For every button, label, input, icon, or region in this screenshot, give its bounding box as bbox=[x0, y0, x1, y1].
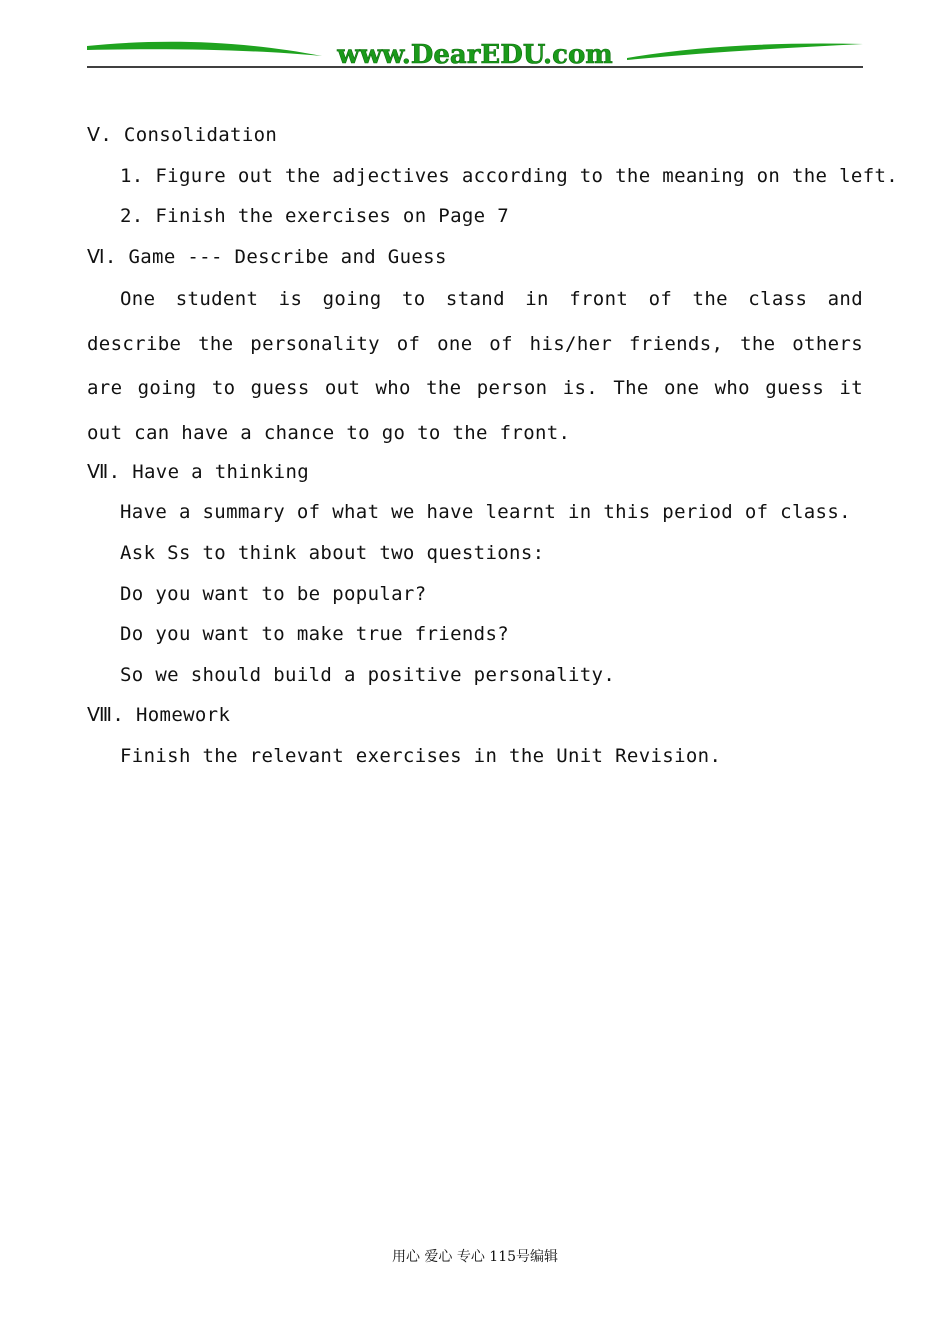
section-6-paragraph: One student is going to stand in front of the class and describe the personality of one of his/her friends, the others are going to guess out who the person is. The one who guess it out can have a chance to go to the front. bbox=[87, 288, 863, 444]
section-5-item-2: 2. Finish the exercises on Page 7 bbox=[120, 205, 510, 227]
section-8-line-1: Finish the relevant exercises in the Unit Revision. bbox=[120, 745, 722, 767]
page-header bbox=[87, 36, 863, 72]
section-8-title: Ⅷ. Homework bbox=[87, 704, 231, 726]
page-footer: 用心 爱心 专心 115号编辑 bbox=[391, 1249, 559, 1265]
section-5-item-1: 1. Figure out the adjectives according to the meaning on the left. bbox=[120, 165, 899, 187]
section-7-line-1: Have a summary of what we have learnt in this period of class. bbox=[120, 501, 851, 523]
left-swoosh-icon bbox=[87, 42, 322, 56]
section-7-title: Ⅶ. Have a thinking bbox=[87, 461, 310, 483]
header-banner bbox=[87, 36, 863, 72]
right-swoosh-icon bbox=[627, 44, 863, 60]
section-7-line-3: Do you want to be popular? bbox=[120, 583, 427, 605]
section-7-line-5: So we should build a positive personality. bbox=[120, 664, 616, 686]
section-7-line-2: Ask Ss to think about two questions: bbox=[120, 542, 545, 564]
section-5-title: Ⅴ. Consolidation bbox=[87, 124, 278, 146]
section-7-line-4: Do you want to make true friends? bbox=[120, 623, 510, 645]
site-logo[interactable]: www.DearEDU.com bbox=[337, 40, 613, 70]
section-6-title: Ⅵ. Game --- Describe and Guess bbox=[87, 246, 447, 268]
